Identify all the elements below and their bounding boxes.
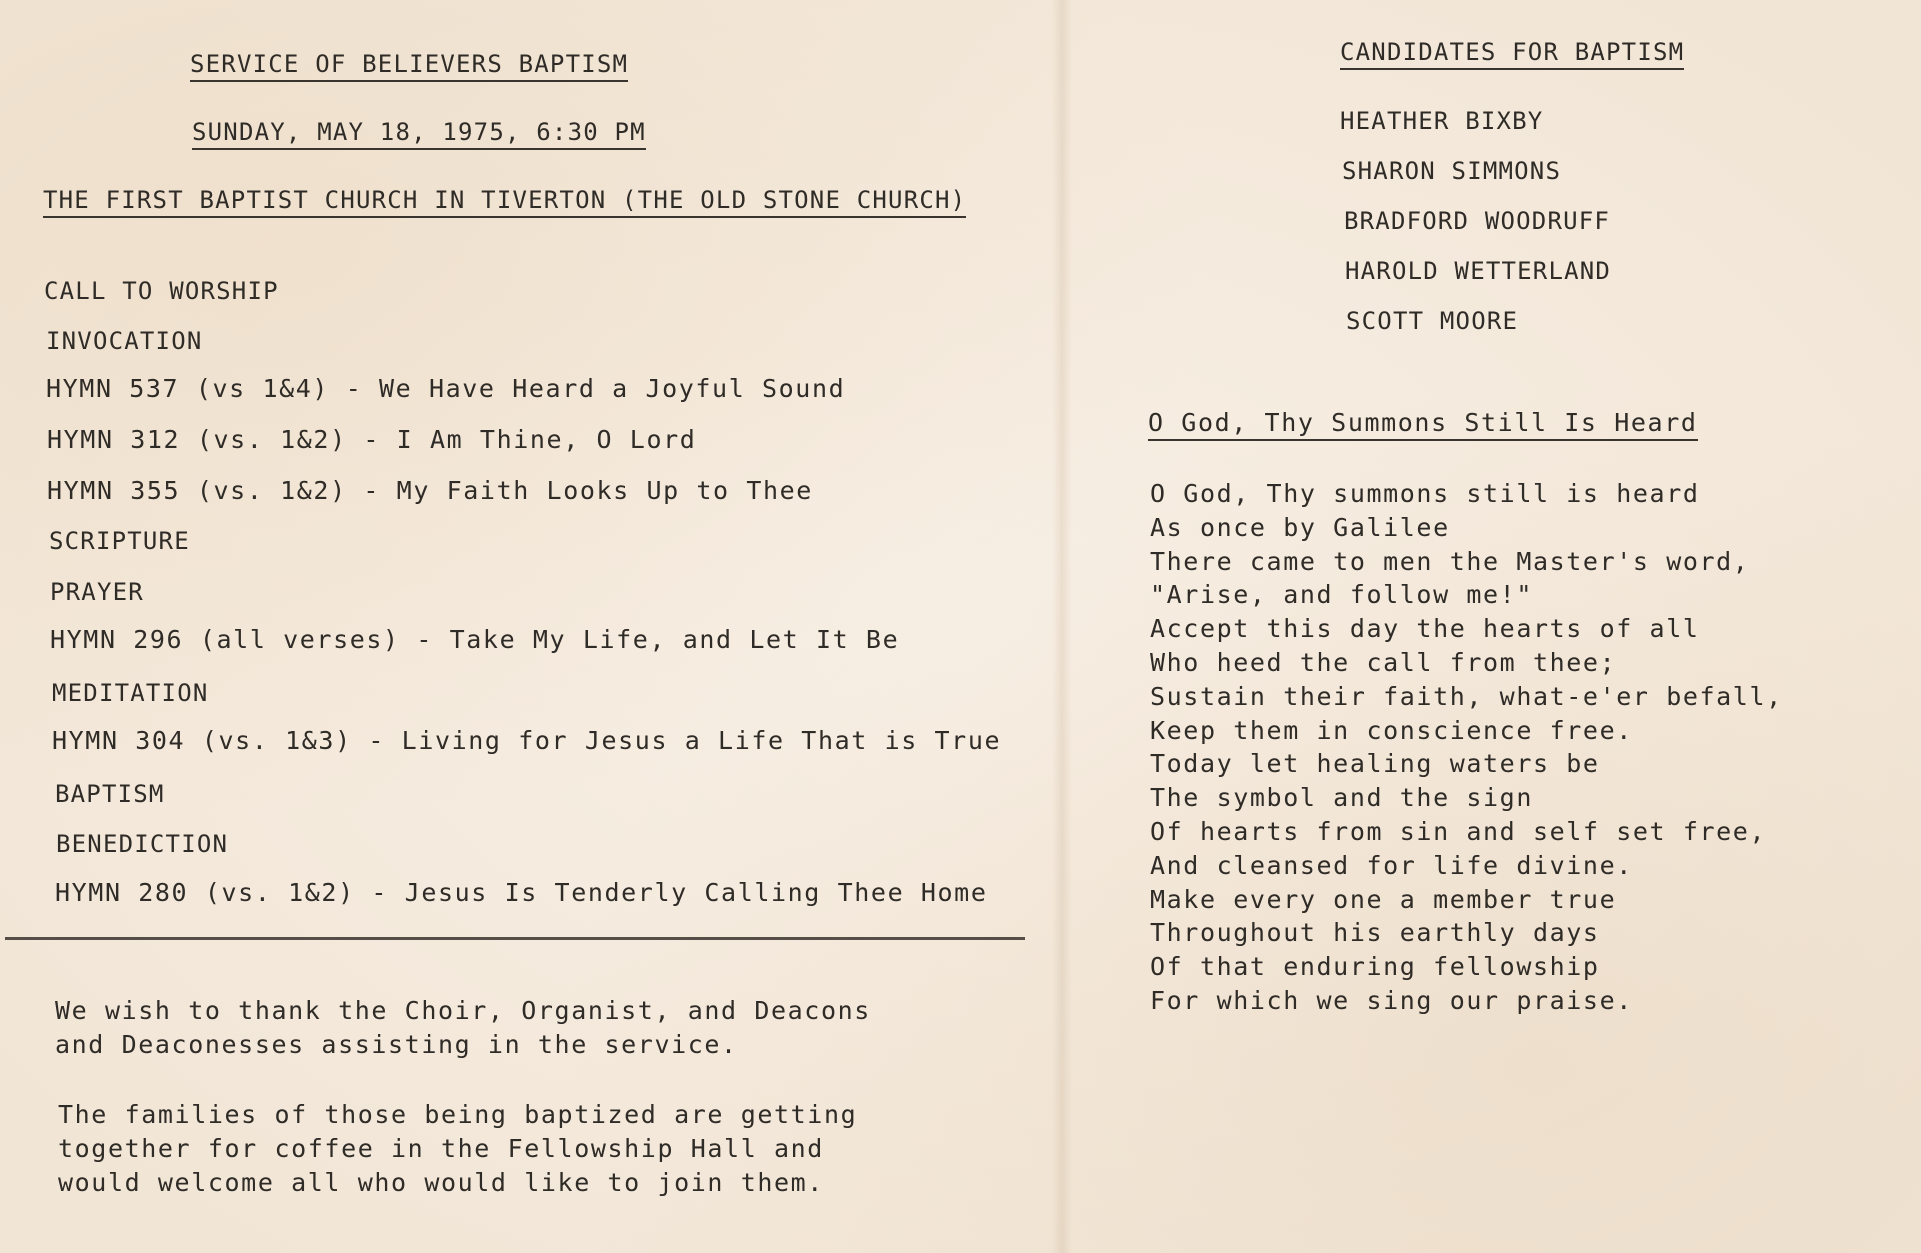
lyric-line: The symbol and the sign [1150,783,1533,813]
service-item: HYMN 304 (vs. 1&3) - Living for Jesus a Life That is True [52,726,1002,755]
thanks-paragraph [55,994,871,1062]
lyric-line: There came to men the Master's word, [1150,546,1750,576]
candidate-name: SCOTT MOORE [1346,307,1519,335]
thanks-line: We wish to thank the Choir, Organist, and Deacons [55,996,871,1025]
lyric-line: "Arise, and follow me!" [1150,580,1533,610]
candidate-name: HAROLD WETTERLAND [1345,257,1612,285]
service-item: CALL TO WORSHIP [44,277,279,305]
service-item: HYMN 355 (vs. 1&2) - My Faith Looks Up to Thee [47,476,813,505]
lyric-line: Of that enduring fellowship [1150,952,1600,982]
lyric-line: Of hearts from sin and self set free, [1150,816,1767,846]
lyric-line: As once by Galilee [1150,512,1450,542]
service-item: SCRIPTURE [49,527,190,555]
lyric-line: And cleansed for life divine. [1150,850,1633,880]
page-fold [1052,0,1072,1253]
lyric-line: For which we sing our praise. [1150,985,1633,1015]
lyric-line: Today let healing waters be [1150,749,1600,779]
lyric-line: Keep them in conscience free. [1150,715,1633,745]
lyric-line: O God, Thy summons still is heard [1150,479,1700,508]
service-item: PRAYER [50,578,144,606]
service-title: SERVICE OF BELIEVERS BAPTISM [190,52,628,82]
lyric-line: Throughout his earthly days [1150,918,1600,948]
lyric-line: Who heed the call from thee; [1150,647,1617,677]
service-item: INVOCATION [46,327,203,355]
thanks-line: and Deaconesses assisting in the service. [55,1030,738,1059]
candidate-name: HEATHER BIXBY [1340,107,1544,135]
service-item: MEDITATION [52,679,209,707]
families-line: together for coffee in the Fellowship Hall and [58,1134,824,1163]
service-item: BAPTISM [55,780,165,808]
service-date: SUNDAY, MAY 18, 1975, 6:30 PM [192,120,646,150]
service-item: BENEDICTION [56,830,229,858]
church-name: THE FIRST BAPTIST CHURCH IN TIVERTON (THE OLD STONE CHURCH) [43,188,966,218]
service-item: HYMN 537 (vs 1&4) - We Have Heard a Joyful Sound [46,374,846,403]
service-item: HYMN 296 (all verses) - Take My Life, and Let It Be [50,625,900,654]
divider-rule [5,937,1025,940]
candidate-name: BRADFORD WOODRUFF [1344,207,1611,235]
service-item: HYMN 312 (vs. 1&2) - I Am Thine, O Lord [47,425,697,454]
service-item: HYMN 280 (vs. 1&2) - Jesus Is Tenderly Calling Thee Home [55,878,988,907]
hymn-lyrics [1150,477,1783,1018]
hymn-title: O God, Thy Summons Still Is Heard [1148,410,1698,441]
families-paragraph [58,1098,857,1200]
lyric-line: Make every one a member true [1150,884,1617,914]
lyric-line: Sustain their faith, what-e'er befall, [1150,681,1783,711]
candidate-name: SHARON SIMMONS [1342,157,1562,185]
families-line: would welcome all who would like to join them. [58,1168,824,1197]
families-line: The families of those being baptized are getting [58,1100,858,1129]
candidates-heading: CANDIDATES FOR BAPTISM [1340,40,1684,70]
lyric-line: Accept this day the hearts of all [1150,614,1700,644]
